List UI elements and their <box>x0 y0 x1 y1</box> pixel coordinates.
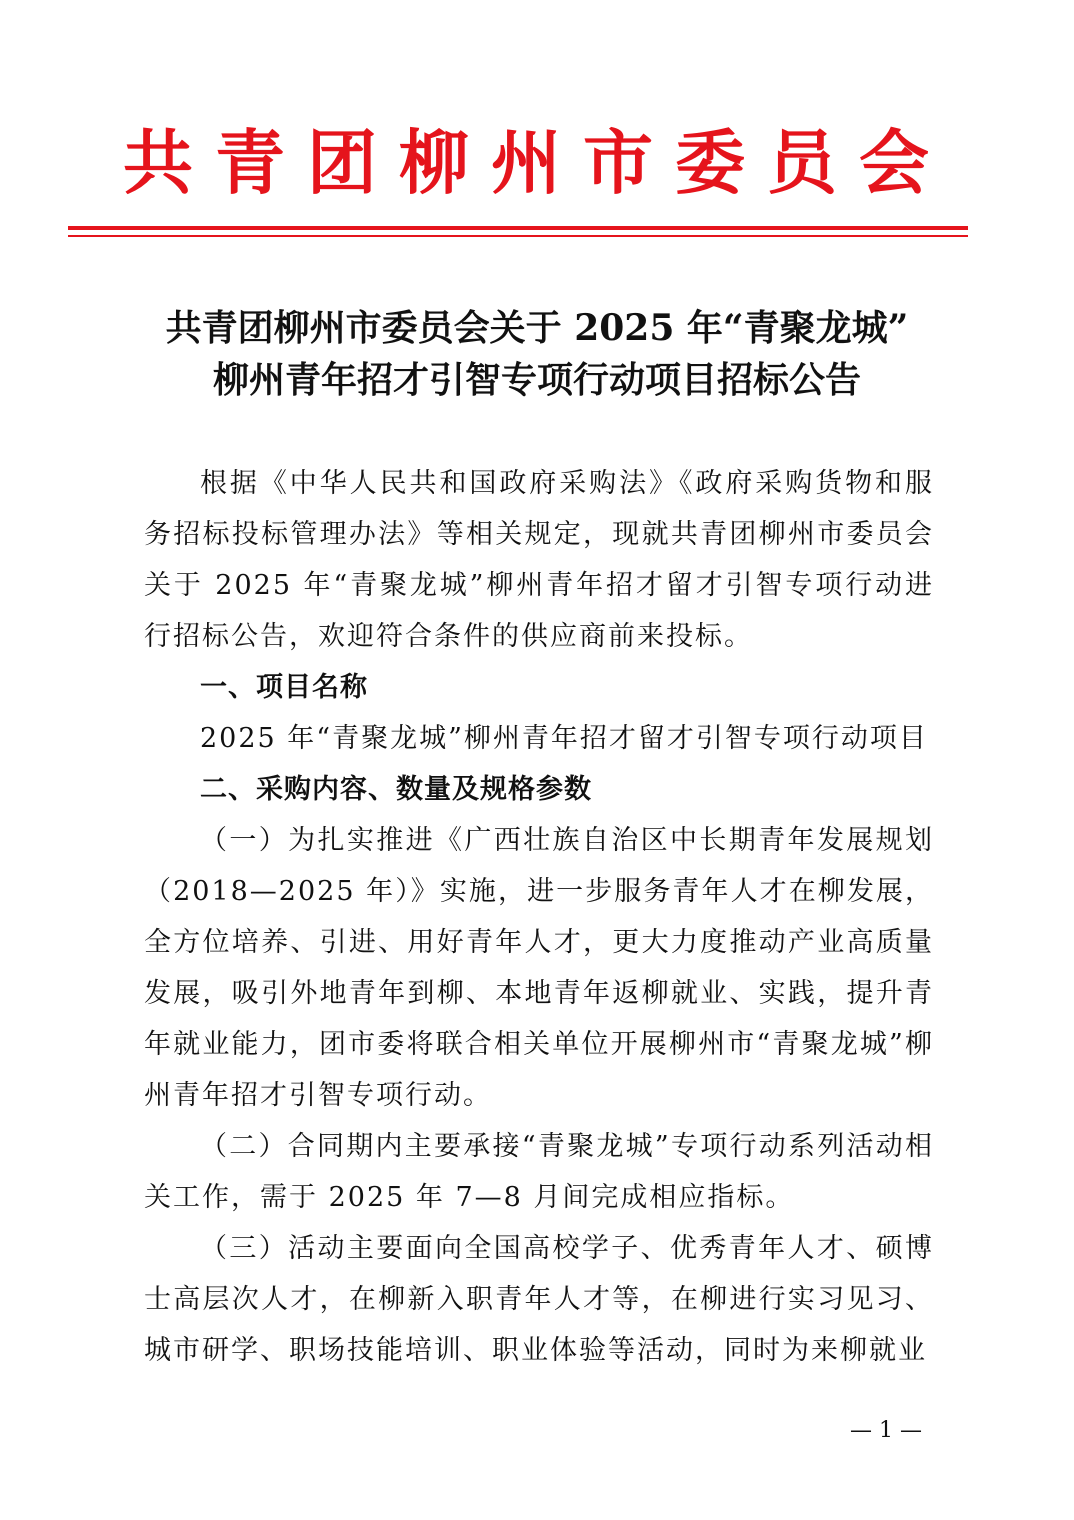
document-title-line-2: 柳州青年招才引智专项行动项目招标公告 <box>212 359 861 401</box>
document-body <box>144 458 934 1376</box>
letterhead-red-rule-thin <box>68 235 968 237</box>
section-2-item-1: （一）为扎实推进《广西壮族自治区中长期青年发展规划（2018—2025 年）》实施，进一步服务青年人才在柳发展，全方位培养、引进、用好青年人才，更大力度推动产业高质量发展，吸引外地青年到柳、本地青年返柳就业、实践，提升青年就业能力，团市委将联合相关单位开展柳州市“青聚龙城”柳州青年招才引智专项行动。 <box>144 825 934 1111</box>
intro-paragraph: 根据《中华人民共和国政府采购法》《政府采购货物和服务招标投标管理办法》等相关规定，现就共青团柳州市委员会关于 2025 年“青聚龙城”柳州青年招才留才引智专项行动进行招标公告，欢迎符合条件的供应商前来投标。 <box>144 468 934 652</box>
document-title <box>90 302 984 406</box>
section-2-item-3: （三）活动主要面向全国高校学子、优秀青年人才、硕博士高层次人才，在柳新入职青年人才等，在柳进行实习见习、城市研学、职场技能培训、职业体验等活动，同时为来柳就业 <box>144 1233 934 1366</box>
letterhead-red-rule-thick <box>68 226 968 230</box>
section-1-heading: 一、项目名称 <box>200 672 368 703</box>
section-1-content: 2025 年“青聚龙城”柳州青年招才留才引智专项行动项目 <box>200 723 928 754</box>
section-2-item-2: （二）合同期内主要承接“青聚龙城”专项行动系列活动相关工作，需于 2025 年 7—8 月间完成相应指标。 <box>144 1131 934 1213</box>
page-number: — 1 — <box>850 1418 922 1443</box>
letterhead-org-name: 共青团柳州市委员会 <box>123 122 951 204</box>
document-title-line-1: 共青团柳州市委员会关于 2025 年“青聚龙城” <box>165 307 909 349</box>
section-2-heading: 二、采购内容、数量及规格参数 <box>200 774 592 805</box>
